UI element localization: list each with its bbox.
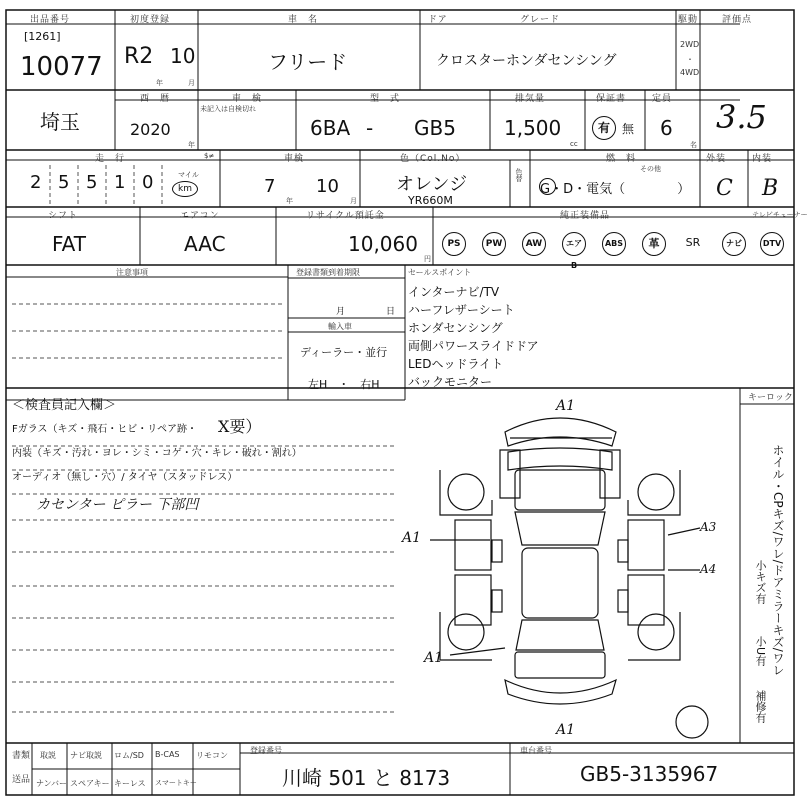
sales-points-label: セールスポイント: [408, 268, 472, 277]
wheel-rear-right: [638, 614, 674, 650]
shaken-month-unit: 月: [350, 197, 357, 205]
hood-front-shape: [508, 448, 612, 470]
spare-wheel: [676, 706, 708, 738]
reg-month-unit: 月: [188, 79, 195, 87]
mileage-digit: 1: [114, 172, 126, 193]
color-name: オレンジ: [396, 174, 468, 195]
mileage-unit-km-circled: km: [172, 181, 198, 197]
inspection-note: 未記入は自検切れ: [200, 105, 256, 113]
capacity: 6: [660, 116, 673, 140]
mileage-digit: 0: [142, 172, 154, 193]
model-prefix: 6BA: [310, 116, 351, 140]
color-change-label: 色替: [515, 168, 523, 182]
mileage-digit: 2: [30, 172, 42, 193]
shaken-year-unit: 年: [286, 197, 293, 205]
reg-era: R2: [124, 44, 154, 69]
grade: クロスターホンダセンシング: [436, 53, 617, 69]
model-dash: -: [366, 116, 374, 140]
inspector-title: ＜検査員記入欄＞: [12, 398, 117, 413]
left-front-door: [455, 520, 491, 570]
displacement-unit: cc: [570, 140, 578, 148]
reg-deadline-day: 日: [386, 307, 396, 317]
chassis-number: GB5-3135967: [580, 762, 719, 786]
sales-point: LEDヘッドライト: [408, 357, 504, 371]
equip-leather: 革: [642, 232, 666, 256]
tv-tuner-label: テレビチューナー: [752, 211, 808, 219]
doc-item-rom-sd: ロム/SD: [114, 751, 144, 760]
rear-bumper-shape: [505, 680, 616, 704]
windshield-shape: [515, 512, 605, 545]
mileage-digit: 5: [58, 172, 70, 193]
wheel-front-left: [448, 474, 484, 510]
inspection-label: 車 検: [232, 94, 263, 104]
exterior-label: 外装: [706, 154, 727, 164]
legend-small-scratch: 小キズ有: [754, 560, 767, 604]
ac-label: エアコン: [180, 211, 220, 221]
sales-point: ハーフレザーシート: [408, 303, 515, 317]
color-code: YR660M: [408, 194, 453, 207]
inspector-handwritten-note: カセンター ピラー 下部凹: [36, 497, 199, 513]
audio-tire-line: オーディオ（無し・穴）/ タイヤ（スタッドレス）: [12, 472, 238, 483]
interior-label: 内装: [752, 154, 773, 164]
equip-sunroof: SR: [685, 236, 701, 249]
shift-label: シフト: [48, 211, 79, 221]
drive-label: 駆動: [678, 15, 699, 25]
damage-mark-right-rear: A4: [700, 562, 717, 576]
rear-glass-shape: [516, 620, 604, 650]
meter-label: $≠: [204, 152, 215, 160]
ac: AAC: [184, 232, 226, 256]
equip-abs: ABS: [602, 232, 626, 256]
docs-label-2: 送品: [12, 775, 31, 785]
reg-year-unit: 年: [156, 79, 163, 87]
left-rear-door: [455, 575, 491, 625]
damage-mark-front: A1: [556, 398, 576, 414]
caution-label: 注意事項: [116, 268, 148, 277]
reg-deadline-month: 月: [336, 307, 346, 317]
damage-mark-right-front: A3: [700, 520, 717, 534]
keylock-label: キーロック: [748, 393, 793, 403]
equip-ps: PS: [442, 232, 466, 256]
plate-label: 登録番号: [250, 746, 282, 755]
right-front-door: [628, 520, 664, 570]
equip-airbag: エアB: [562, 232, 586, 256]
front-bumper-shape: [505, 418, 616, 446]
mileage-label: 走 行: [95, 154, 126, 164]
fuel-label: 燃 料: [606, 154, 637, 164]
doc-item-navi-manual: ナビ取説: [70, 751, 102, 760]
mileage-digit: 5: [86, 172, 98, 193]
warranty-no: 無: [622, 122, 635, 136]
pointer-a3: [668, 528, 700, 535]
sales-point: バックモニター: [408, 375, 493, 389]
reg-month: 10: [170, 44, 196, 68]
shaken-year: 7: [264, 176, 276, 197]
lot-subnumber: [1261]: [24, 30, 61, 43]
wheel-rear-left: [448, 614, 484, 650]
fuel-options: G・D・電気（ ）: [540, 182, 691, 197]
reg-label: 初度登録: [130, 15, 171, 25]
reg-deadline-label: 登録書類到着期限: [296, 268, 360, 277]
prefecture: 埼玉: [40, 110, 80, 134]
doc-item-number: ナンバー: [36, 779, 68, 788]
doc-item-manual: 取説: [40, 751, 56, 760]
roof-shape: [522, 548, 598, 618]
sales-point: ホンダセンシング: [408, 321, 503, 335]
mileage-unit-mile: マイル: [178, 171, 199, 179]
wheel-front-right: [638, 474, 674, 510]
equip-pw: PW: [482, 232, 506, 256]
sales-point: 両側パワースライドドア: [408, 339, 539, 353]
fuel-other-label: その他: [640, 165, 661, 173]
legend-repair: 補修有: [754, 690, 767, 723]
equip-aw: AW: [522, 232, 546, 256]
equipment-label: 純正装備品: [560, 211, 611, 221]
trunk-shape: [515, 652, 605, 678]
interior-grade: B: [762, 176, 779, 201]
year-label: 西 暦: [140, 94, 171, 104]
recycle-unit: 円: [424, 255, 431, 263]
drive-2wd: 2WD: [680, 40, 700, 49]
windshield-line: Fガラス（キズ・飛石・ヒビ・リペア跡・: [12, 424, 198, 435]
hood-shape: [515, 470, 605, 510]
steering-side: 左H ・ 右H: [308, 378, 380, 391]
lot-number: 10077: [20, 52, 103, 82]
front-headlight-shapes: [500, 450, 620, 498]
plate-number: 川崎 501 と 8173: [282, 766, 451, 790]
damage-mark-rear-left: A1: [424, 650, 444, 666]
car-name: フリード: [268, 50, 348, 74]
drive-4wd: 4WD: [680, 68, 700, 77]
model-code: GB5: [414, 116, 456, 140]
legend-small-dent: 小U有: [754, 636, 767, 667]
docs-label: 書類: [12, 751, 31, 761]
drive-separator: ・: [686, 55, 694, 64]
pointer-a1-rear: [450, 648, 505, 655]
exterior-grade: C: [716, 176, 733, 201]
capacity-label: 定員: [652, 94, 673, 104]
equip-navi: ナビ: [722, 232, 746, 256]
dealer-parallel: ディーラー・並行: [300, 346, 388, 359]
score-label: 評価点: [722, 15, 753, 25]
lot-label: 出品番号: [30, 15, 71, 25]
import-label: 輸入車: [328, 322, 352, 331]
sales-point: インターナビ/TV: [408, 285, 500, 299]
shaken-month: 10: [316, 176, 339, 197]
damage-mark-rear: A1: [556, 722, 576, 738]
shaken-label: 車検: [284, 154, 305, 164]
doc-item-smart-key: スマートキー: [155, 779, 197, 787]
shift: FAT: [52, 232, 87, 256]
warranty-label: 保証書: [596, 94, 627, 104]
chassis-label: 車台番号: [520, 746, 552, 755]
equip-dtv: DTV: [760, 232, 784, 256]
model-label: 型 式: [370, 94, 401, 104]
name-label: 車 名: [288, 15, 319, 25]
displacement-label: 排気量: [515, 94, 546, 104]
color-label: 色（Col.No）: [400, 154, 466, 164]
doc-item-spare-key: スペアキー: [70, 779, 110, 788]
damage-mark-left: A1: [402, 530, 422, 546]
model-year: 2020: [130, 120, 171, 139]
door-label: ドア: [428, 15, 448, 25]
doc-item-remote: リモコン: [196, 751, 228, 760]
interior-line: 内装（キズ・汚れ・ヨレ・シミ・コゲ・穴・キレ・破れ・割れ）: [12, 448, 302, 459]
model-year-unit: 年: [188, 141, 195, 149]
doc-item-bcas: B-CAS: [155, 750, 180, 759]
recycle-label: リサイクル預託金: [306, 211, 385, 221]
score-handwritten: 3.5: [716, 98, 767, 136]
grade-label: グレード: [520, 15, 561, 25]
wheel-mirror-legend: ホイル・CPキズ/ワレ/ドアミラーキズ/ワレ: [771, 444, 785, 676]
windshield-repair-mark: X要）: [218, 417, 262, 436]
doc-item-keyless: キーレス: [114, 779, 146, 788]
warranty-yes-circled: 有: [592, 116, 616, 140]
capacity-unit: 名: [690, 141, 697, 149]
recycle-fee: 10,060: [348, 232, 418, 256]
displacement: 1,500: [504, 116, 562, 140]
